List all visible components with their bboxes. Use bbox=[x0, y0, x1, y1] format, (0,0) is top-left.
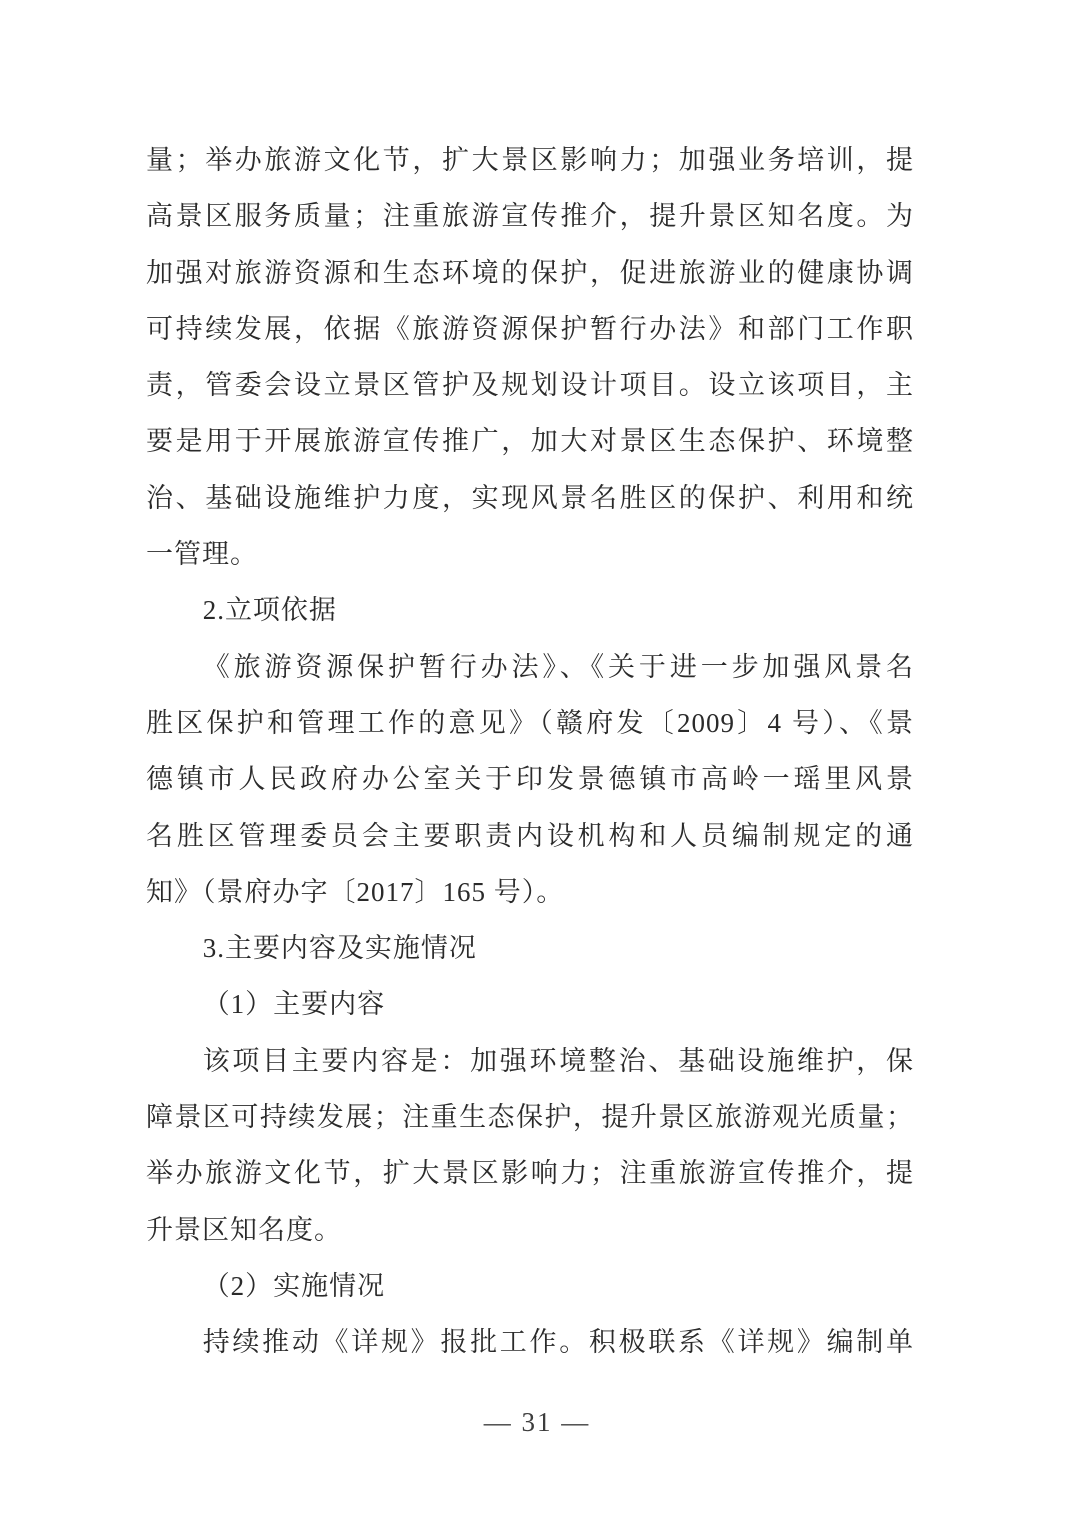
subsection-heading: （2）实施情况 bbox=[202, 1270, 386, 1301]
text-line: 举办旅游文化节，扩大景区影响力；注重旅游宣传推介，提 bbox=[146, 1158, 914, 1189]
text-line: 该项目主要内容是：加强环境整治、基础设施维护，保 bbox=[202, 1045, 914, 1076]
text-line: 升景区知名度。 bbox=[146, 1214, 342, 1245]
text-line: 量；举办旅游文化节，扩大景区影响力；加强业务培训，提 bbox=[146, 145, 914, 175]
text-line: 《旅游资源保护暂行办法》、《关于进一步加强风景名 bbox=[202, 651, 914, 682]
text-line: 名胜区管理委员会主要职责内设机构和人员编制规定的通 bbox=[146, 820, 914, 851]
text-line: 责，管委会设立景区管护及规划设计项目。设立该项目，主 bbox=[146, 370, 914, 401]
text-line: 德镇市人民政府办公室关于印发景德镇市高岭一瑶里风景 bbox=[146, 764, 914, 795]
text-line: 可持续发展，依据《旅游资源保护暂行办法》和部门工作职 bbox=[146, 313, 914, 344]
subsection-heading: （1）主要内容 bbox=[202, 989, 386, 1020]
text-line: 障景区可持续发展；注重生态保护，提升景区旅游观光质量； bbox=[146, 1102, 914, 1133]
text-line: 知》（景府办字〔2017〕165 号）。 bbox=[146, 876, 565, 907]
text-line: 胜区保护和管理工作的意见》（赣府发〔2009〕4 号）、《景 bbox=[146, 707, 914, 738]
text-line: 治、基础设施维护力度，实现风景名胜区的保护、利用和统 bbox=[146, 482, 914, 513]
page-number: — 31 — bbox=[483, 1407, 591, 1437]
text-line: 高景区服务质量；注重旅游宣传推介，提升景区知名度。为 bbox=[146, 201, 914, 232]
section-heading: 2.立项依据 bbox=[202, 595, 337, 626]
text-line: 持续推动《详规》报批工作。积极联系《详规》编制单 bbox=[202, 1327, 914, 1358]
text-line: 一管理。 bbox=[146, 539, 258, 570]
text-line: 要是用于开展旅游宣传推广，加大对景区生态保护、环境整 bbox=[146, 426, 914, 457]
document-body bbox=[146, 132, 914, 1371]
section-heading: 3.主要内容及实施情况 bbox=[202, 933, 477, 964]
text-line: 加强对旅游资源和生态环境的保护，促进旅游业的健康协调 bbox=[146, 257, 914, 288]
